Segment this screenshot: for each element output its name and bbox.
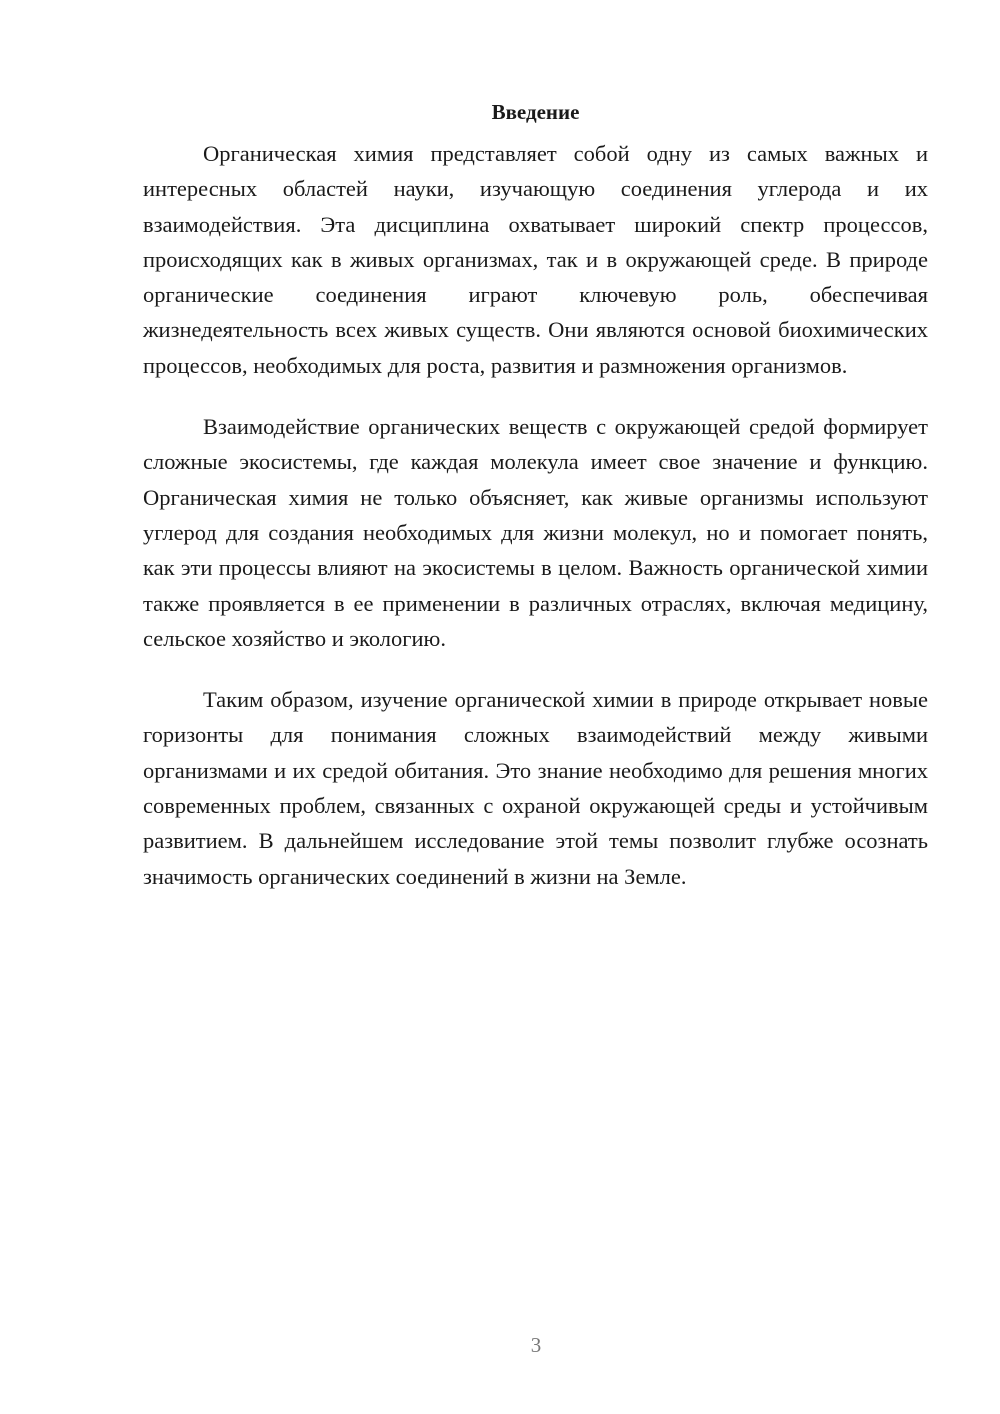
page-content bbox=[143, 97, 928, 894]
paragraph-2: Взаимодействие органических веществ с окружающей средой формирует сложные экосистемы, где каждая молекула имеет свое значение и функцию. Органическая химия не только объясняет, как живые организмы используют углерод для создания необходимых для жизни молекул, но и помогает понять, как эти процессы влияют на экосистемы в целом. Важность органической химии также проявляется в ее применении в различных отраслях, включая медицину, сельское хозяйство и экологию. bbox=[143, 414, 928, 651]
paragraph-1: Органическая химия представляет собой одну из самых важных и интересных областей науки, изучающую соединения углерода и их взаимодействия. Эта дисциплина охватывает широкий спектр процессов, происходящих как в живых организмах, так и в окружающей среде. В природе органические соединения играют ключевую роль, обеспечивая жизнедеятельность всех живых существ. Они являются основой биохимических процессов, необходимых для роста, развития и размножения организмов. bbox=[143, 141, 928, 378]
page-title: Введение bbox=[491, 100, 580, 124]
paragraph-3: Таким образом, изучение органической химии в природе открывает новые горизонты для понимания сложных взаимодействий между живыми организмами и их средой обитания. Это знание необходимо для решения многих современных проблем, связанных с охраной окружающей среды и устойчивым развитием. В дальнейшем исследование этой темы позволит глубже осознать значимость органических соединений в жизни на Земле. bbox=[143, 687, 928, 889]
page-number: 3 bbox=[530, 1333, 542, 1357]
